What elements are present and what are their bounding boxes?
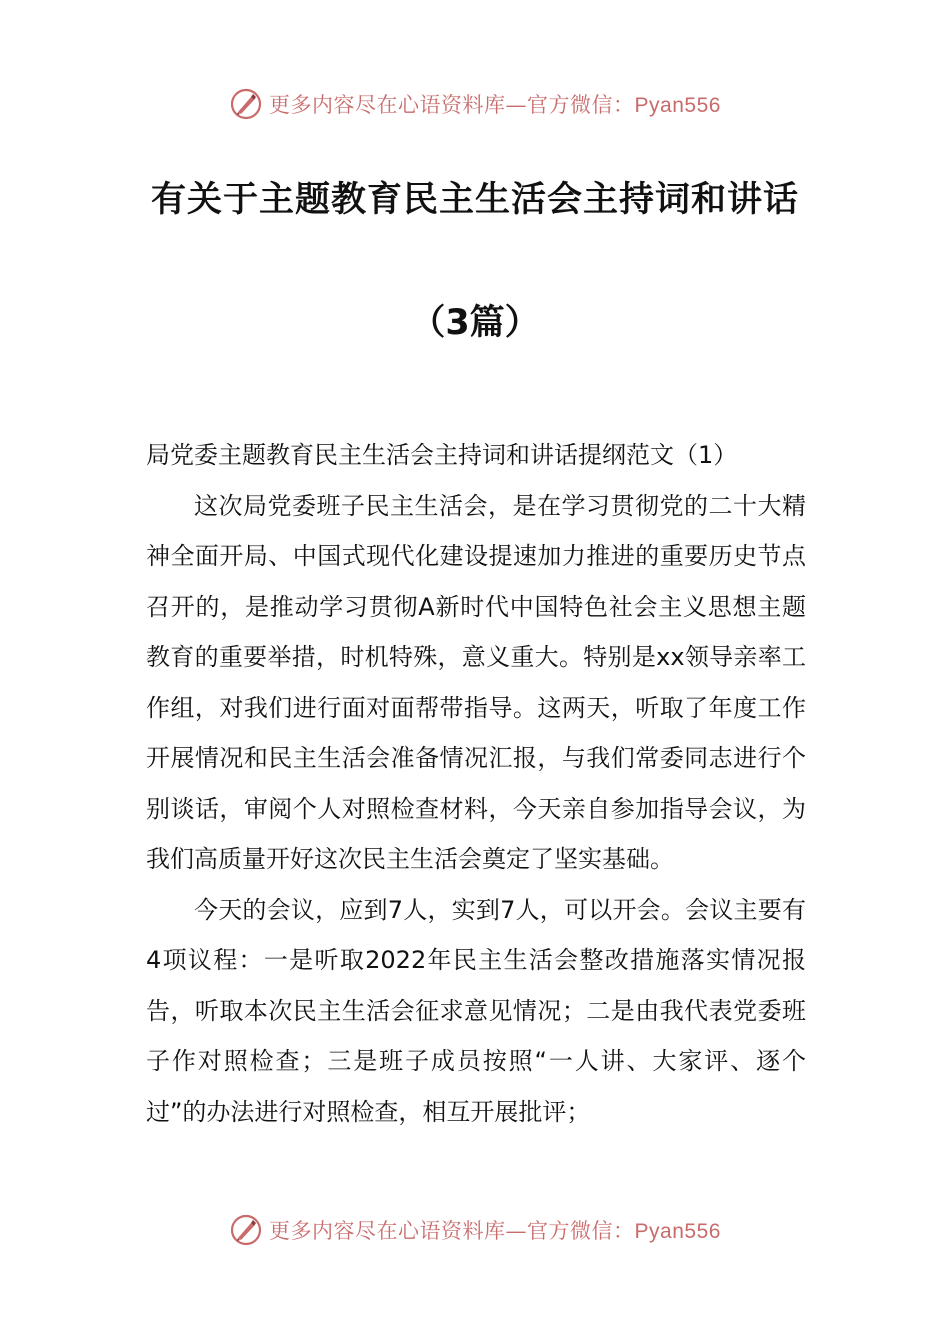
footer-banner (0, 1210, 950, 1250)
body-paragraph-2: 今天的会议，应到7人，实到7人，可以开会。会议主要有4项议程：一是听取2022年民主生活会整改措施落实情况报告，听取本次民主生活会征求意见情况；二是由我代表党委班子作对照检查；三是班子成员按照“一人讲、大家评、逐个过”的办法进行对照检查，相互开展批评； (146, 895, 806, 1126)
body-paragraph-1: 这次局党委班子民主生活会，是在学习贯彻党的二十大精神全面开局、中国式现代化建设提速加力推进的重要历史节点召开的，是推动学习贯彻A新时代中国特色社会主义思想主题教育的重要举措，时机特殊，意义重大。特别是xx领导亲率工作组，对我们进行面对面帮带指导。这两天，听取了年度工作开展情况和民主生活会准备情况汇报，与我们常委同志进行个别谈话，审阅个人对照检查材料，今天亲自参加指导会议，为我们高质量开好这次民主生活会奠定了坚实基础。 (146, 491, 806, 873)
document-title: 有关于主题教育民主生活会主持词和讲话 (150, 180, 799, 220)
banner-wechat-id: Pyan556 (634, 94, 721, 117)
banner-text: 更多内容尽在心语资料库—官方微信：Pyan556 (269, 93, 721, 117)
banner-wechat-id: Pyan556 (634, 1220, 721, 1243)
banner-text: 更多内容尽在心语资料库—官方微信：Pyan556 (269, 1219, 721, 1243)
document-body (146, 430, 806, 1137)
pen-logo-icon (229, 1213, 263, 1247)
header-banner (0, 84, 950, 124)
section-heading: 局党委主题教育民主生活会主持词和讲话提纲范文（1） (146, 441, 738, 469)
document-subtitle: （3篇） (410, 303, 540, 343)
pen-logo-icon (229, 87, 263, 121)
